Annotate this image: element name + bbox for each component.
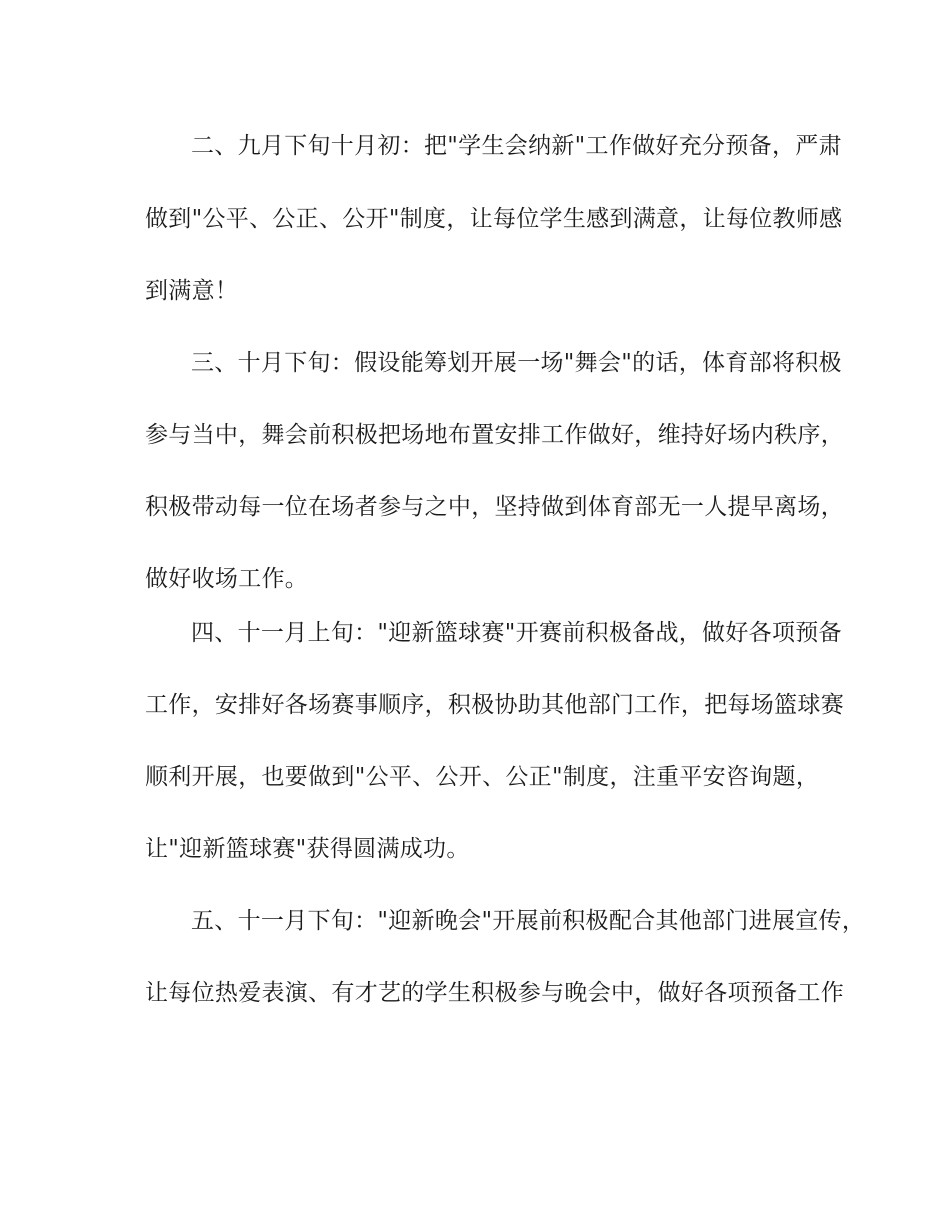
paragraph-5-line-1: 五、十一月下旬："迎新晚会"开展前积极配合其他部门进展宣传，: [191, 908, 866, 934]
paragraph-2-line-1: 二、九月下旬十月初：把"学生会纳新"工作做好充分预备，严肃: [191, 133, 842, 159]
paragraph-4-line-1: 四、十一月上旬："迎新篮球赛"开赛前积极备战，做好各项预备: [191, 620, 842, 646]
paragraph-4-line-4: 让"迎新篮球赛"获得圆满成功。: [145, 836, 470, 862]
paragraph-2-line-2: 做到"公平、公正、公开"制度，让每位学生感到满意，让每位教师感: [145, 206, 843, 232]
paragraph-3-line-2: 参与当中，舞会前积极把场地布置安排工作做好，维持好场内秩序，: [145, 422, 844, 448]
paragraph-4-line-2: 工作，安排好各场赛事顺序，积极协助其他部门工作，把每场篮球赛: [145, 692, 844, 718]
paragraph-3-line-4: 做好收场工作。: [145, 566, 309, 592]
paragraph-3-line-1: 三、十月下旬：假设能筹划开展一场"舞会"的话，体育部将积极: [191, 350, 842, 376]
paragraph-4-line-3: 顺利开展，也要做到"公平、公开、公正"制度，注重平安咨询题，: [145, 764, 820, 790]
paragraph-5-line-2: 让每位热爱表演、有才艺的学生积极参与晚会中，做好各项预备工作: [145, 980, 844, 1006]
paragraph-2-line-3: 到满意！: [145, 278, 239, 304]
paragraph-3-line-3: 积极带动每一位在场者参与之中，坚持做到体育部无一人提早离场，: [145, 494, 844, 520]
